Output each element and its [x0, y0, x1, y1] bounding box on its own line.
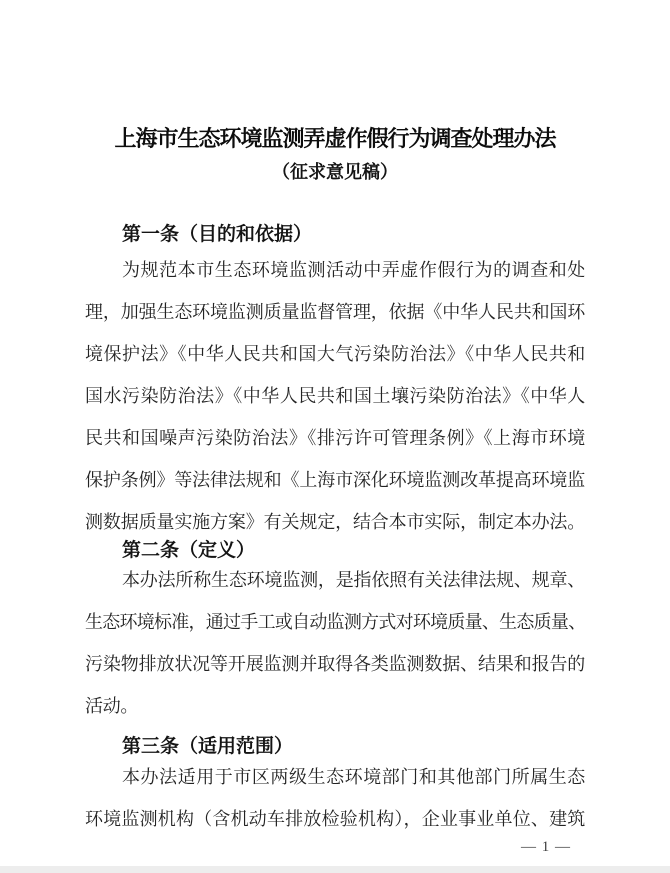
- document-subtitle: （征求意见稿）: [272, 162, 398, 182]
- document-title: 上海市生态环境监测弄虚作假行为调查处理办法: [114, 126, 556, 151]
- body-line: 民共和国噪声污染防治法》《排污许可管理条例》《上海市环境: [85, 428, 585, 448]
- body-line: 国水污染防治法》《中华人民共和国土壤污染防治法》《中华人: [85, 386, 585, 406]
- body-line: 理，加强生态环境监测质量监督管理，依据《中华人民共和国环: [85, 302, 585, 322]
- page-bottom-edge: [0, 866, 670, 873]
- page-number: — 1 —: [521, 839, 571, 855]
- body-line: 保护条例》等法律法规和《上海市深化环境监测改革提高环境监: [85, 470, 585, 490]
- article-1-paragraph: [85, 249, 585, 543]
- body-line: 污染物排放状况等开展监测并取得各类监测数据、结果和报告的: [85, 654, 585, 674]
- body-line: 环境监测机构（含机动车排放检验机构），企业事业单位、建筑: [85, 809, 585, 829]
- body-line: 境保护法》《中华人民共和国大气污染防治法》《中华人民共和: [85, 344, 585, 364]
- article-3-paragraph: [85, 756, 585, 840]
- body-line: 本办法所称生态环境监测，是指依照有关法律法规、规章、: [122, 570, 585, 590]
- article-3-heading: 第三条（适用范围）: [122, 736, 294, 757]
- document-content: [0, 125, 670, 840]
- article-2-paragraph: [85, 559, 585, 727]
- article-2-heading: 第二条（定义）: [122, 540, 256, 561]
- article-3: [85, 736, 585, 840]
- article-1-heading: 第一条（目的和依据）: [122, 224, 313, 245]
- body-line: 测数据质量实施方案》有关规定，结合本市实际，制定本办法。: [85, 512, 585, 532]
- article-1: [85, 224, 585, 543]
- article-2: [85, 540, 585, 727]
- body-line: 本办法适用于市区两级生态环境部门和其他部门所属生态: [122, 767, 585, 787]
- body-line: 生态环境标准，通过手工或自动监测方式对环境质量、生态质量、: [85, 612, 585, 632]
- body-line: 为规范本市生态环境监测活动中弄虚作假行为的调查和处: [122, 260, 585, 280]
- body-line: 活动。: [85, 696, 139, 716]
